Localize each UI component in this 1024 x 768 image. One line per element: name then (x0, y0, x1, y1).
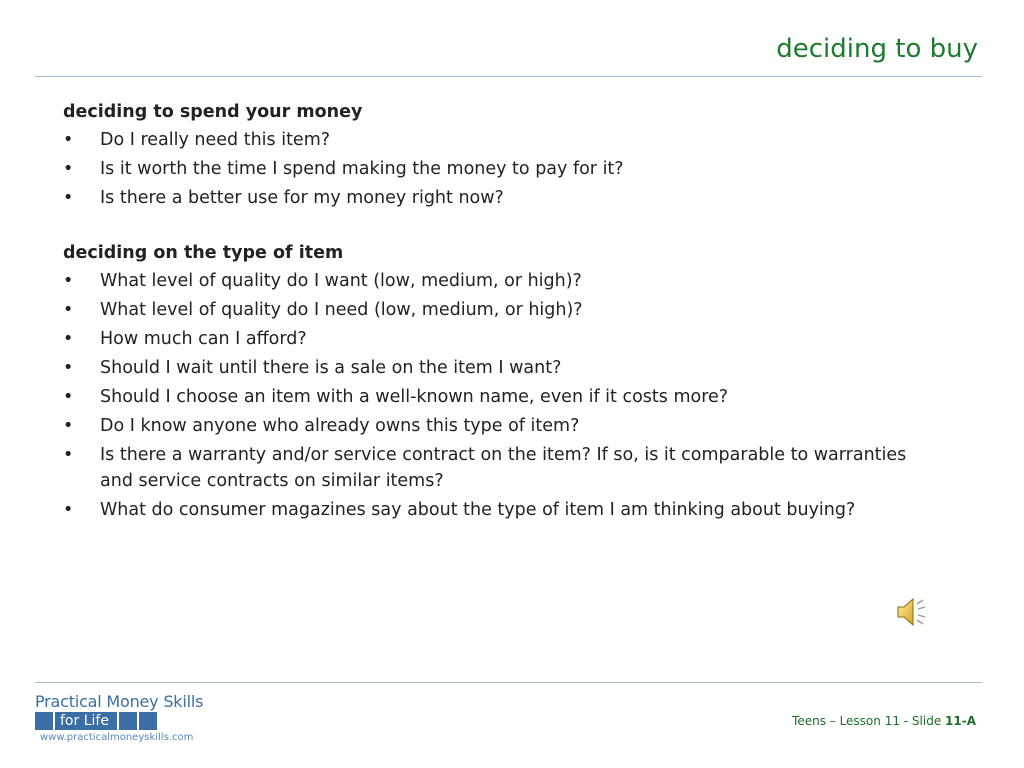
slide-title: deciding to buy (776, 34, 978, 64)
logo-square (139, 712, 157, 730)
bullet-icon: • (63, 271, 74, 291)
bullet-text: Is there a warranty and/or service contract on the item? If so, is it comparable to warranties and service contracts on similar items? (100, 445, 907, 491)
logo-title: Practical Money Skills (35, 692, 204, 711)
section-spend-money (63, 98, 943, 213)
section-heading: deciding to spend your money (63, 102, 363, 122)
bullet-icon: • (63, 445, 74, 465)
bullet-item (63, 325, 943, 354)
bullet-item (63, 496, 943, 525)
bullet-item (63, 155, 943, 184)
section-spacer (63, 213, 943, 239)
bullet-text: Is it worth the time I spend making the money to pay for it? (100, 159, 624, 179)
logo-badge-row (35, 712, 235, 730)
bullet-item (63, 126, 943, 155)
logo-square (35, 712, 53, 730)
section-type-of-item (63, 239, 943, 525)
bullet-text: Do I know anyone who already owns this type of item? (100, 416, 580, 436)
bullet-text: Is there a better use for my money right now? (100, 188, 504, 208)
bullet-icon: • (63, 416, 74, 436)
slide-content (63, 98, 943, 525)
bullet-text: What do consumer magazines say about the type of item I am thinking about buying? (100, 500, 856, 520)
bullet-list (63, 267, 943, 525)
bullet-list (63, 126, 943, 213)
bullet-item (63, 267, 943, 296)
bullet-item (63, 296, 943, 325)
bullet-icon: • (63, 358, 74, 378)
bullet-icon: • (63, 159, 74, 179)
footer-slide-number: 11-A (945, 714, 976, 728)
logo-square (119, 712, 137, 730)
bullet-item (63, 383, 943, 412)
bullet-item (63, 354, 943, 383)
header-divider (35, 76, 982, 77)
bullet-text: Do I really need this item? (100, 130, 331, 150)
section-heading: deciding on the type of item (63, 243, 344, 263)
bullet-item (63, 184, 943, 213)
footer-lesson-label: Teens – Lesson 11 - Slide (792, 714, 946, 728)
bullet-text: Should I wait until there is a sale on the item I want? (100, 358, 562, 378)
bullet-text: What level of quality do I need (low, medium, or high)? (100, 300, 583, 320)
bullet-icon: • (63, 130, 74, 150)
logo-url: www.practicalmoneyskills.com (40, 732, 194, 743)
bullet-text: How much can I afford? (100, 329, 307, 349)
bullet-icon: • (63, 387, 74, 407)
bullet-icon: • (63, 300, 74, 320)
bullet-text: What level of quality do I want (low, medium, or high)? (100, 271, 582, 291)
brand-logo (35, 692, 235, 743)
bullet-item (63, 441, 943, 496)
logo-subtitle: for Life (55, 712, 117, 730)
bullet-item (63, 412, 943, 441)
footer-divider (35, 682, 982, 683)
slide-footer (792, 714, 976, 728)
bullet-icon: • (63, 500, 74, 520)
speaker-icon[interactable] (892, 594, 932, 630)
bullet-icon: • (63, 329, 74, 349)
bullet-text: Should I choose an item with a well-known name, even if it costs more? (100, 387, 729, 407)
bullet-icon: • (63, 188, 74, 208)
